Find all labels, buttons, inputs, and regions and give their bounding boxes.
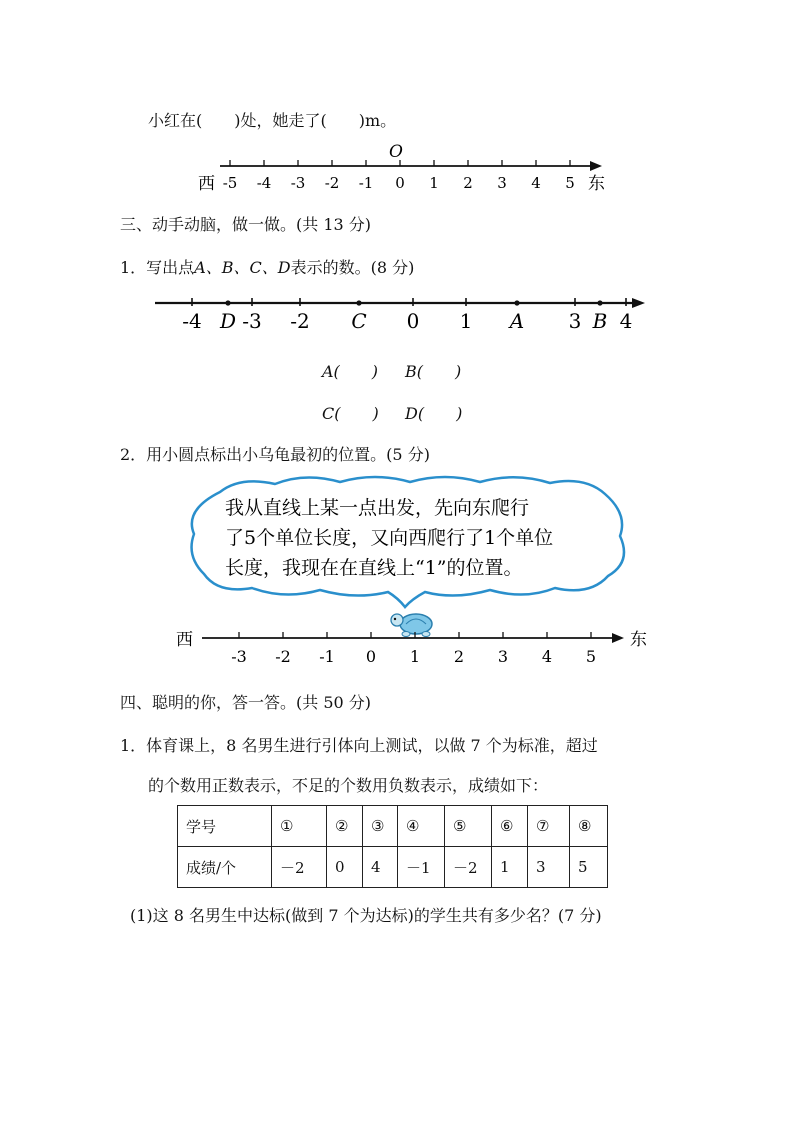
table-cell: 1 — [492, 847, 528, 888]
question-1-suffix: 表示的数。(8 分) — [290, 258, 415, 277]
tick-label: 1 — [409, 647, 421, 666]
table-cell: 5 — [570, 847, 608, 888]
bubble-line-3: 长度，我现在在直线上“1”的位置。 — [225, 557, 523, 579]
question-4-1-line-1: 1．体育课上，8 名男生进行引体向上测试，以做 7 个为标准，超过 — [120, 736, 598, 755]
number-line-top — [190, 138, 620, 198]
bubble-line-2: 了5个单位长度，又向西爬行了1个单位 — [225, 527, 554, 549]
west-label: 西 — [198, 174, 215, 194]
west-label: 西 — [176, 630, 193, 650]
speech-bubble — [180, 474, 640, 609]
tick-label: 2 — [453, 647, 465, 666]
scores-table — [177, 805, 608, 888]
tick-label: 1 — [429, 174, 439, 192]
table-cell: ① — [272, 806, 327, 847]
table-row — [178, 806, 608, 847]
table-cell: ② — [327, 806, 363, 847]
tick-label: 0 — [365, 647, 377, 666]
question-1-prompt — [120, 255, 414, 278]
table-cell: ⑧ — [570, 806, 608, 847]
tick-label: 0 — [395, 174, 405, 192]
table-cell: 成绩/个 — [178, 847, 272, 888]
question-4-1-sub-1: (1)这 8 名男生中达标(做到 7 个为达标)的学生共有多少名？(7 分) — [130, 906, 602, 925]
answer-c[interactable]: C( ) — [322, 404, 379, 423]
bubble-line-1: 我从直线上某一点出发，先向东爬行 — [225, 497, 530, 519]
table-cell: 4 — [363, 847, 398, 888]
east-label: 东 — [588, 174, 605, 194]
tick-label: -5 — [222, 174, 238, 192]
tick-label: 4 — [531, 174, 541, 192]
tick-label: -3 — [242, 309, 262, 333]
point-marker — [514, 300, 519, 305]
tick-label: 1 — [459, 309, 473, 333]
section-heading-3: 三、动手动脑，做一做。(共 13 分) — [120, 215, 372, 234]
point-label: C — [351, 309, 367, 333]
question-fill-text: 小红在( )处，她走了( )m。 — [148, 111, 397, 130]
question-2-prompt: 2．用小圆点标出小乌龟最初的位置。(5 分) — [120, 445, 430, 464]
point-label: A — [509, 309, 525, 333]
east-label: 东 — [630, 630, 647, 650]
table-cell: －2 — [272, 847, 327, 888]
point-label: B — [592, 309, 608, 333]
tick-label: -2 — [324, 174, 340, 192]
tick-label: 5 — [585, 647, 597, 666]
table-cell: ④ — [398, 806, 445, 847]
table-cell: ③ — [363, 806, 398, 847]
table-cell: 3 — [528, 847, 570, 888]
table-row — [178, 847, 608, 888]
table-cell: 学号 — [178, 806, 272, 847]
tick-label: 4 — [619, 309, 633, 333]
answer-a[interactable]: A( ) — [322, 362, 379, 381]
question-4-1-line-2: 的个数用正数表示，不足的个数用负数表示，成绩如下： — [148, 776, 549, 795]
tick-label: -2 — [275, 647, 291, 666]
number-line-turtle — [172, 624, 662, 672]
tick-label: -4 — [256, 174, 272, 192]
table-cell: ⑦ — [528, 806, 570, 847]
point-marker — [356, 300, 361, 305]
question-1-points: A、B、C、D — [194, 258, 291, 277]
number-line-abcd — [150, 290, 650, 335]
tick-label: 0 — [406, 309, 420, 333]
tick-label: 5 — [565, 174, 575, 192]
table-cell: －1 — [398, 847, 445, 888]
table-cell: 0 — [327, 847, 363, 888]
answer-d[interactable]: D( ) — [405, 404, 463, 423]
question-1-prefix: 1．写出点 — [120, 258, 195, 277]
origin-label: O — [389, 142, 403, 162]
point-label: D — [219, 309, 237, 333]
tick-label: -1 — [319, 647, 335, 666]
table-cell: －2 — [445, 847, 492, 888]
point-marker — [225, 300, 230, 305]
tick-label: 4 — [541, 647, 553, 666]
tick-label: -3 — [290, 174, 306, 192]
tick-label: -2 — [290, 309, 310, 333]
tick-label: 3 — [568, 309, 582, 333]
tick-label: 3 — [497, 647, 509, 666]
section-heading-4: 四、聪明的你，答一答。(共 50 分) — [120, 693, 372, 712]
tick-label: -1 — [358, 174, 374, 192]
answer-b[interactable]: B( ) — [405, 362, 462, 381]
tick-label: 3 — [497, 174, 507, 192]
tick-label: 2 — [463, 174, 473, 192]
tick-label: -3 — [231, 647, 247, 666]
table-cell: ⑤ — [445, 806, 492, 847]
table-cell: ⑥ — [492, 806, 528, 847]
tick-label: -4 — [182, 309, 202, 333]
point-marker — [597, 300, 602, 305]
